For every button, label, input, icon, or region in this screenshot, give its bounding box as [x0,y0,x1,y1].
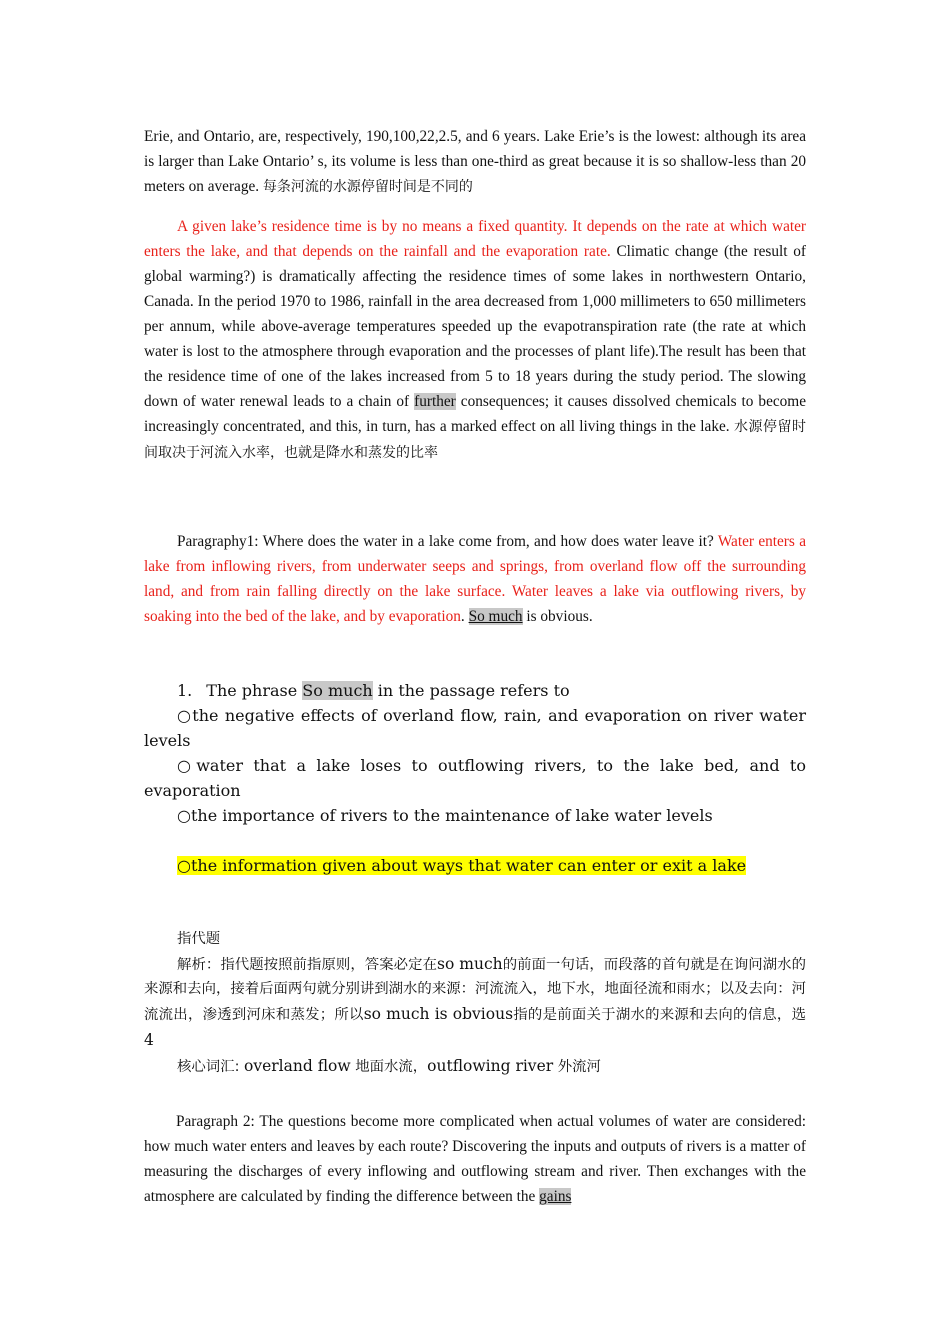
answer-option-4[interactable] [144,853,806,878]
question-stem [144,678,806,703]
analysis-text: 解析：指代题按照前指原则，答案必定在so much的前面一句话，而段落的首句就是在询问湖水的来源和去向，接着后面两句就分别讲到湖水的来源：河流流入，地下水，地面径流和雨水；以及去向：河流流出，渗透到河床和蒸发；所以so much is obvious指的是前面关于湖水的来源和去向的信息，选4 [144,954,806,1049]
paragraph-text: Climatic change (the result of global warming?) is dramatically affecting the residence times of some lakes in northwestern Ontario, Canada. In the period 1970 to 1986, rainfall in the area decreased from 1,000 millimeters to 650 millimeters per annum, while above-average temperatures speeded up the evapotranspiration rate (the rate at which water is lost to the atmosphere through evaporation and the processes of plant life).The result has been that the residence time of one of the lakes increased from 5 to 18 years during the study period. The slowing down of water renewal leads to a chain of [144,243,806,410]
question-type: 指代题 [177,931,221,947]
question-suffix: in the passage refers to [372,681,570,700]
question-prefix: The phrase [206,681,303,700]
paragraph-tail: is obvious. [522,608,593,625]
paragraph-text: Paragraph 2: The questions become more complicated when actual volumes of water are considered: how much water enters and leaves by each route? Discovering the inputs and outputs of rivers is a matter of measuring the discharges of every inflowing and outflowing stream and river. Then exchanges with the atmosphere are calculated by finding the difference between the [144,1113,806,1205]
highlighted-word-further: further [414,393,456,410]
paragraph-label: Paragraphy1: Where does the water in a lake come from, and how does water leave it? [177,533,718,550]
answer-option-2[interactable]: ○water that a lake loses to outflowing rivers, to the lake bed, and to evaporation [144,756,806,800]
red-highlighted-sentence: Water enters a lake from inflowing rivers, from underwater seeps and springs, from overland flow off the surrounding land, and from rain falling directly on the lake surface. Water leaves a lake via outflowing rivers, by soaking into the bed of the lake, and by evaporation [144,533,806,625]
chinese-note: 水源停留时间取决于河流入水率，也就是降水和蒸发的比率 [144,419,806,461]
paragraph-2 [144,1109,806,1209]
red-highlighted-sentence: A given lake’s residence time is by no means a fixed quantity. It depends on the rate at which water enters the lake, and that depends on the rainfall and the evaporation rate. [144,218,806,260]
answer-option-1[interactable]: ○the negative effects of overland flow, rain, and evaporation on river water levels [144,706,806,750]
paragraph-text: Erie, and Ontario, are, respectively, 190,100,22,2.5, and 6 years. Lake Erie’s is the lowest: although its area is larger than Lake Ontario’ s, its volume is less than one-third as great because it is so shallow-less than 20 meters on average. [144,128,806,195]
question-block [144,678,806,878]
answer-option-4-text: ○the information given about ways that water can enter or exit a lake [177,856,747,875]
highlighted-phrase-so-much: So much [468,608,523,625]
question-number: 1. [177,681,193,700]
paragraph-residence-times [144,124,806,200]
analysis-block [144,927,806,1079]
question-highlighted-phrase: So much [302,681,373,700]
answer-option-3[interactable]: ○the importance of rivers to the maintenance of lake water levels [177,806,713,825]
chinese-note: 每条河流的水源停留时间是不同的 [262,179,473,195]
paragraph-residence-variability [144,214,806,466]
paragraph-1 [144,529,806,629]
answer-number: 4 [144,1030,154,1049]
core-vocabulary: 核心词汇: overland flow 地面水流，outflowing river 外流河 [177,1056,601,1075]
period: . [460,608,469,625]
paragraph-text-continued: consequences; it causes dissolved chemicals to become increasingly concentrated, and this, in turn, has a marked effect on all living things in the lake. [144,393,806,435]
highlighted-word-gains: gains [539,1188,572,1205]
